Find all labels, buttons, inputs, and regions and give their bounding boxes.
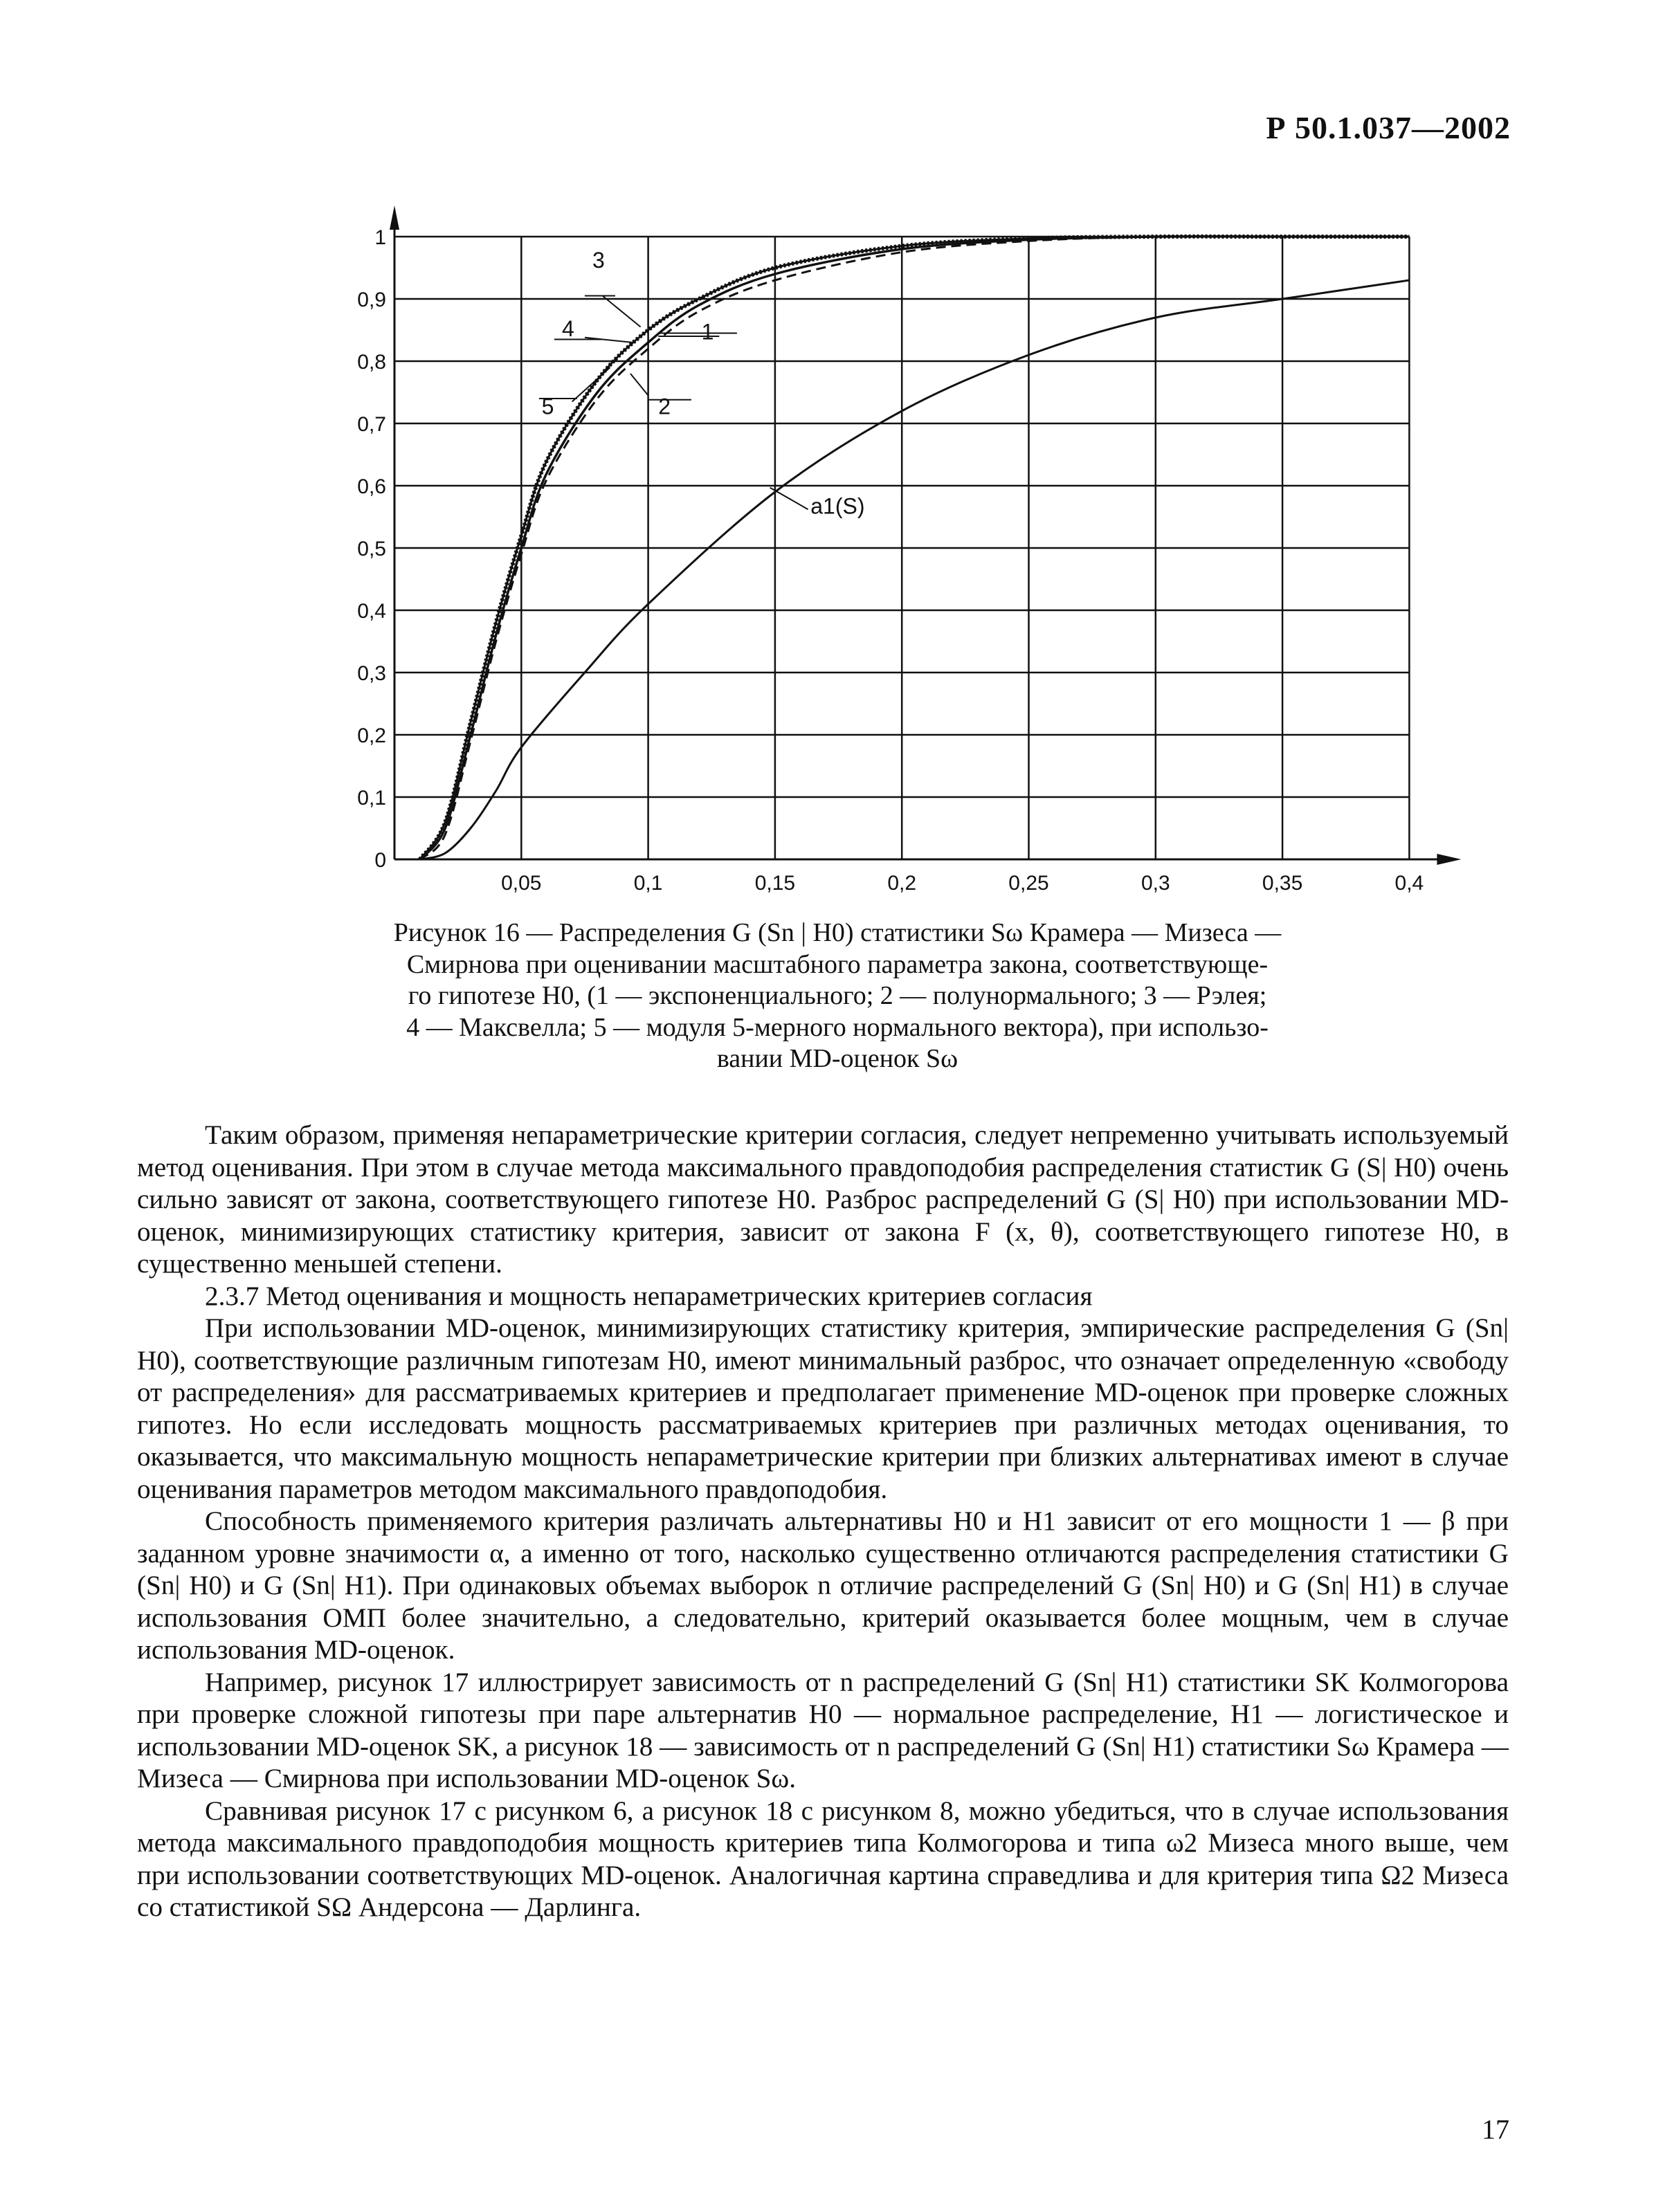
caption-line: 4 — Максвелла; 5 — модуля 5-мерного нормального вектора), при использо- — [406, 1012, 1269, 1042]
x-tick-label: 0,35 — [1262, 872, 1303, 895]
x-axis-arrow — [1437, 854, 1461, 865]
curve-label-2: 2 — [658, 394, 671, 419]
caption-line: вании MD-оценок Sω — [716, 1044, 958, 1074]
y-tick-label: 0 — [374, 849, 386, 872]
curve-label-a1: a1(S) — [810, 493, 865, 519]
curve-label-4: 4 — [561, 316, 574, 341]
page-number: 17 — [1482, 2114, 1509, 2145]
y-tick-label: 0,5 — [357, 538, 386, 560]
chart-curve-labels — [539, 248, 865, 519]
x-tick-label: 0,4 — [1394, 872, 1424, 895]
chart-grid — [394, 237, 1409, 859]
series-line-6 — [420, 280, 1410, 859]
y-tick-label: 0,8 — [357, 351, 386, 374]
curve-label-leader — [630, 374, 648, 396]
y-tick-label: 0,1 — [357, 787, 386, 810]
paragraph: Сравнивая рисунок 17 с рисунком 6, а рисунок 18 с рисунком 8, можно убедиться, что в случае использования метода максимального правдоподобия мощность критериев типа Колмогорова и типа ω2 Мизеса много выше, чем при использовании соответствующих MD-оценок. Аналогичная картина справедлива и для критерия типа Ω2 Мизеса со статистикой SΩ Андерсона — Дарлинга. — [137, 1795, 1509, 1922]
y-tick-label: 0,3 — [357, 662, 386, 685]
figure-caption — [346, 917, 1329, 1075]
y-tick-label: 0,4 — [357, 600, 386, 623]
x-tick-label: 0,15 — [754, 872, 796, 895]
x-tick-label: 0,2 — [887, 872, 917, 895]
x-tick-label: 0,1 — [633, 872, 663, 895]
y-tick-label: 0,6 — [357, 475, 386, 498]
distribution-chart — [332, 194, 1424, 913]
curve-label-3: 3 — [592, 248, 605, 273]
x-tick-label: 0,3 — [1141, 872, 1170, 895]
figure-16 — [332, 194, 1424, 913]
body-text — [137, 1119, 1509, 1924]
standard-code: Р 50.1.037—2002 — [1266, 110, 1511, 145]
paragraph: Способность применяемого критерия различать альтернативы H0 и H1 зависит от его мощности 1 — β при заданном уровне значимости α, а именно от того, насколько существенно отличаются распределения статистики G (Sn| H0) и G (Sn| H1). При одинаковых объемах выборок n отличие распределений G (Sn| H0) и G (Sn| H1) в случае использования ОМП более значительно, а следовательно, критерий оказывается более мощным, чем в случае использования MD-оценок. — [137, 1506, 1509, 1665]
y-tick-label: 1 — [374, 226, 386, 249]
caption-line: Рисунок 16 — Распределения G (Sn | H0) статистики Sω Крамера — Мизеса — — [393, 918, 1282, 947]
paragraph: Таким образом, применяя непараметрические критерии согласия, следует непременно учитывать используемый метод оценивания. При этом в случае метода максимального правдоподобия распределения статистик G (S| H0) очень сильно зависят от закона, соответствующего гипотезе H0. Разброс распределений G (S| H0) при использовании MD-оценок, минимизирующих статистику критерия, зависит от закона F (x, θ), соответствующего гипотезе H0, в существенно меньшей степени. — [137, 1120, 1509, 1279]
x-tick-label: 0,25 — [1008, 872, 1049, 895]
y-tick-label: 0,2 — [357, 724, 386, 747]
caption-line: го гипотезе H0, (1 — экспоненциального; 2 — полунормального; 3 — Рэлея; — [408, 981, 1267, 1011]
y-axis-arrow — [390, 205, 399, 230]
caption-line: Смирнова при оценивании масштабного параметра закона, соответствующе- — [406, 949, 1269, 979]
curve-label-1: 1 — [701, 319, 714, 345]
curve-label-leader — [603, 296, 641, 327]
curve-label-5: 5 — [541, 394, 554, 419]
section-heading: 2.3.7 Метод оценивания и мощность непараметрических критериев согласия — [205, 1281, 1093, 1311]
paragraph: Например, рисунок 17 иллюстрирует зависимость от n распределений G (Sn| H1) статистики SK Колмогорова при проверке сложной гипотезы при паре альтернатив H0 — нормальное распределение, H1 — логистическое и использовании MD-оценок SK, а рисунок 18 — зависимость от n распределений G (Sn| H1) статистики Sω Крамера — Мизеса — Смирнова при использовании MD-оценок Sω. — [137, 1667, 1509, 1793]
y-tick-label: 0,7 — [357, 413, 386, 436]
paragraph: При использовании MD-оценок, минимизирующих статистику критерия, эмпирические распределения G (Sn| H0), соответствующие различным гипотезам H0, имеют минимальный разброс, что означает определенную «свободу от распределения» для рассматриваемых критериев и предполагает применение MD-оценок при проверке сложных гипотез. Но если исследовать мощность рассматриваемых критериев при различных методах оценивания, то оказывается, что максимальную мощность непараметрические критерии при близких альтернативах имеют в случае оценивания параметров методом максимального правдоподобия. — [137, 1313, 1509, 1504]
chart-axes — [390, 205, 1461, 865]
x-tick-label: 0,05 — [501, 872, 542, 895]
y-tick-label: 0,9 — [357, 289, 386, 311]
